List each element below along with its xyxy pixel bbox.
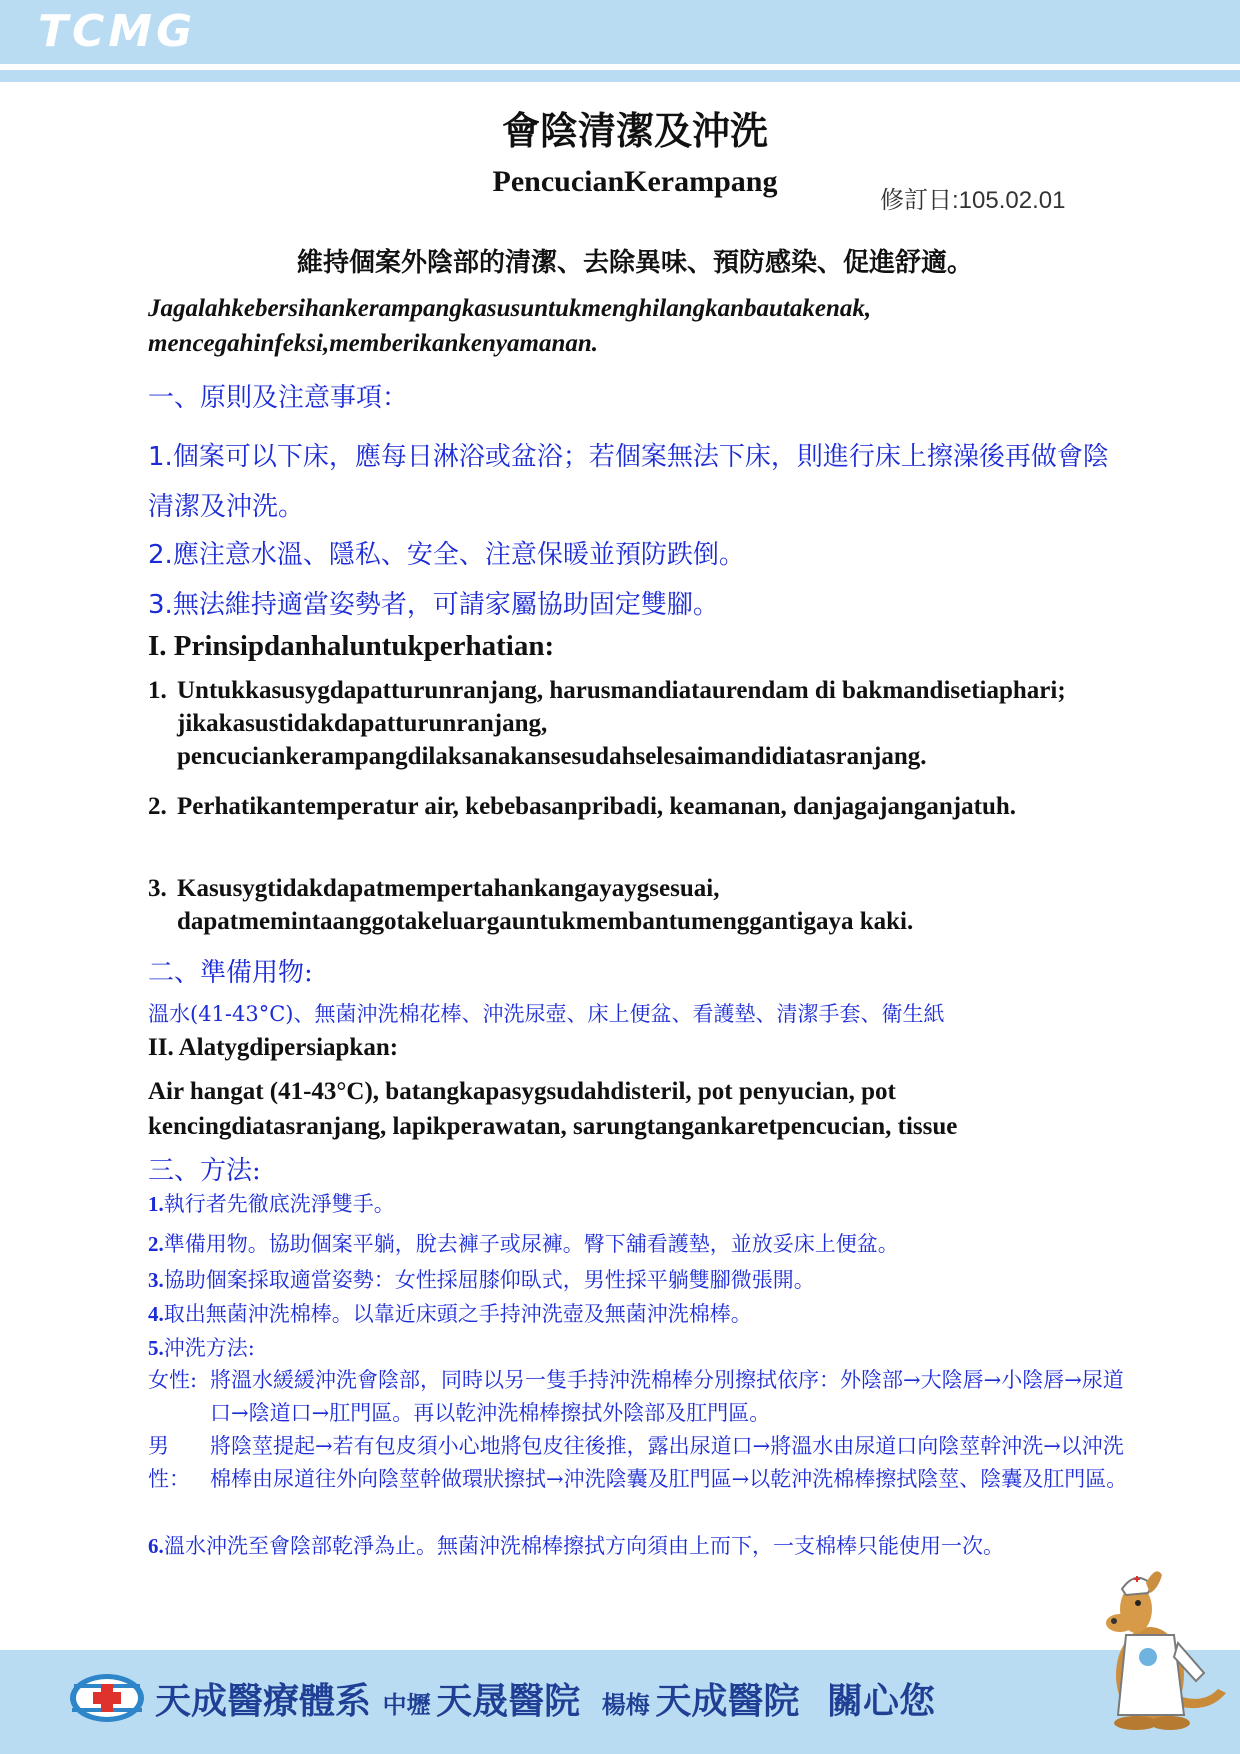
male-label: 男性： [148, 1434, 190, 1491]
section2-heading-zh: 二、準備用物: [148, 958, 313, 988]
section2-heading-id: II. Alatygdipersiapkan: [148, 1034, 399, 1061]
female-method [148, 1364, 1128, 1430]
step-4 [148, 1298, 1128, 1328]
footer-hospital-1: 天晟醫院 [436, 1681, 581, 1722]
brand-logo-text: TCMG [38, 6, 197, 57]
section1-item-1-zh [148, 432, 1128, 532]
section1-item-1-id [148, 674, 1108, 773]
step-number: 6. [148, 1534, 164, 1558]
step-number: 2. [148, 1232, 164, 1256]
footer-location-2: 楊梅 [601, 1691, 650, 1719]
male-method [148, 1430, 1128, 1496]
item-number: 3. [148, 875, 167, 902]
step-number: 4. [148, 1302, 164, 1326]
step-number: 5. [148, 1336, 164, 1360]
section1-heading-zh: 一、原則及注意事項： [148, 383, 409, 413]
item-number: 3. [148, 590, 173, 620]
step-text: 協助個案採取適當姿勢：女性採屈膝仰臥式，男性採平躺雙腳微張開。 [163, 1268, 815, 1292]
revision-value: 105.02.01 [958, 187, 1066, 214]
step-text: 沖洗方法: [163, 1336, 255, 1360]
header-divider [0, 70, 1240, 82]
section1-item-2-id [148, 790, 1048, 823]
step-text: 準備用物。協助個案平躺，脫去褲子或尿褲。臀下舖看護墊，並放妥床上便盆。 [163, 1232, 899, 1256]
kangaroo-nurse-mascot-icon [1078, 1565, 1228, 1735]
section1-item-3-zh [148, 584, 1128, 621]
hospital-logo-icon [68, 1670, 146, 1726]
step-1 [148, 1188, 1128, 1218]
section2-items-zh: 溫水(41-43°C)、無菌沖洗棉花棒、沖洗尿壺、床上便盆、看護墊、清潔手套、衛生紙 [148, 1002, 945, 1026]
item-number: 1. [148, 442, 173, 472]
item-text: Untukkasusygdapatturunranjang, harusmandiataurendam di bakmandisetiaphari; jikakasustidakdapatturunranjang, pencuciankerampangdilaksanakansesudahselesaimandidiatasranjang. [177, 677, 1066, 770]
item-text: 無法維持適當姿勢者，可請家屬協助固定雙腳。 [172, 590, 719, 620]
step-text: 溫水沖洗至會陰部乾淨為止。無菌沖洗棉棒擦拭方向須由上而下，一支棉棒只能使用一次。 [164, 1534, 1004, 1558]
item-number: 1. [148, 677, 167, 704]
footer-org-name: 天成醫療體系 [155, 1681, 372, 1722]
purpose-id: Jagalahkebersihankerampangkasusuntukmenghilangkanbautakenak, mencegahinfeksi,memberikankenyamanan. [148, 295, 872, 357]
male-text: 將陰莖提起→若有包皮須小心地將包皮往後推，露出尿道口→將溫水由尿道口向陰莖幹沖洗→以沖洗棉棒由尿道往外向陰莖幹做環狀擦拭→沖洗陰囊及肛門區→以乾沖洗棉棒擦拭陰莖、陰囊及肛門區。 [210, 1434, 1128, 1491]
item-text: Kasusygtidakdapatmempertahankangayaygsesuai, dapatmemintaanggotakeluargauntukmembantumenggantigaya kaki. [177, 875, 914, 935]
section1-heading-id: I. Prinsipdanhaluntukperhatian: [148, 630, 555, 662]
female-text: 將溫水緩緩沖洗會陰部，同時以另一隻手持沖洗棉棒分別擦拭依序：外陰部→大陰唇→小陰唇→尿道口→陰道口→肛門區。再以乾沖洗棉棒擦拭外陰部及肛門區。 [210, 1368, 1124, 1425]
section1-item-3-id [148, 872, 1108, 938]
purpose-zh: 維持個案外陰部的清潔、去除異味、預防感染、促進舒適。 [296, 248, 973, 278]
item-text: 應注意水溫、隱私、安全、注意保暖並預防跌倒。 [172, 540, 745, 570]
step-6 [148, 1530, 1128, 1563]
step-5 [148, 1332, 1128, 1362]
revision-date [880, 180, 1065, 215]
item-number: 2. [148, 793, 167, 820]
section1-item-2-zh [148, 534, 1128, 571]
section2-items-id: Air hangat (41-43°C), batangkapasygsudahdisteril, pot penyucian, pot kencingdiatasranjang, lapikperawatan, sarungtangankaretpencucian, tissue [148, 1078, 958, 1140]
step-text: 執行者先徹底洗淨雙手。 [163, 1192, 395, 1216]
footer-slogan: 關心您 [826, 1681, 935, 1722]
step-number: 1. [148, 1192, 164, 1216]
step-number: 3. [148, 1268, 164, 1292]
section3-heading: 三、方法: [148, 1156, 261, 1186]
item-number: 2. [148, 540, 173, 570]
item-text: 個案可以下床，應每日淋浴或盆浴；若個案無法下床，則進行床上擦澡後再做會陰清潔及沖洗。 [148, 442, 1109, 522]
page-title-zh: 會陰清潔及沖洗 [501, 109, 768, 153]
step-text: 取出無菌沖洗棉棒。以靠近床頭之手持沖洗壺及無菌沖洗棉棒。 [163, 1302, 752, 1326]
item-text: Perhatikantemperatur air, kebebasanpribadi, keamanan, danjagajanganjatuh. [177, 793, 1017, 820]
footer-location-1: 中壢 [382, 1691, 431, 1719]
female-label: 女性: [148, 1368, 198, 1392]
step-3 [148, 1264, 1128, 1294]
footer-organization [155, 1673, 935, 1724]
step-2 [148, 1228, 1128, 1258]
page-title-id: PencucianKerampang [492, 165, 778, 198]
footer-hospital-2: 天成醫院 [655, 1681, 800, 1722]
revision-label: 修訂日: [880, 187, 959, 214]
